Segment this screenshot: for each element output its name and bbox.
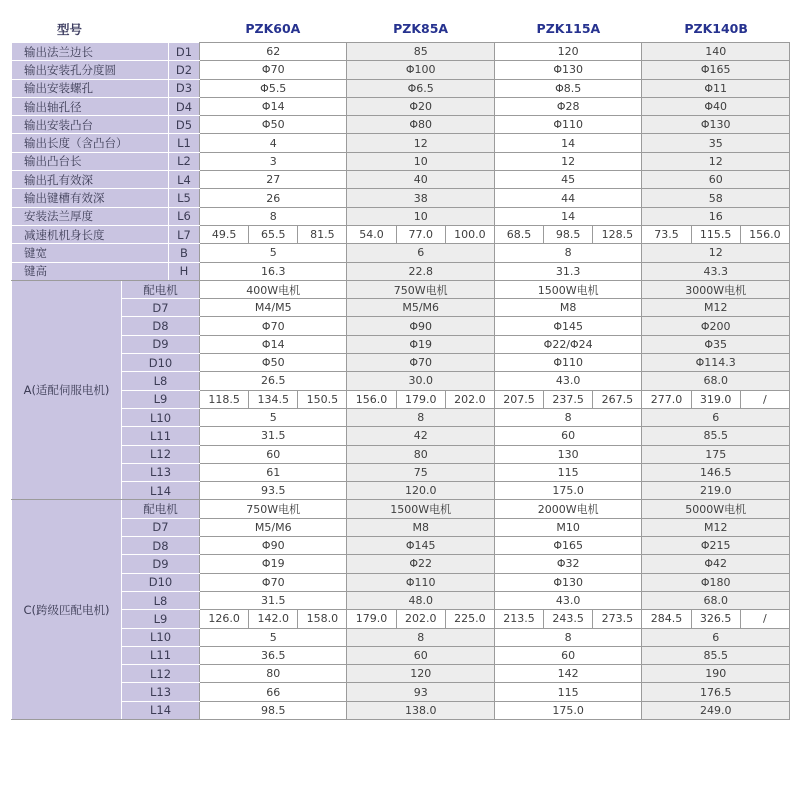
value-cell: Φ90 <box>347 317 494 335</box>
row-label: 输出法兰边长 <box>12 43 169 61</box>
value-cell: 45 <box>494 171 641 189</box>
value-cell: 750W电机 <box>347 280 494 298</box>
value-cell: 14 <box>494 134 641 152</box>
dim-code: B <box>169 244 200 262</box>
value-cell: 31.5 <box>200 427 347 445</box>
value-cell: 6 <box>642 628 790 646</box>
value-cell: M5/M6 <box>347 299 494 317</box>
table-row <box>12 372 790 390</box>
sub-value-cell: 273.5 <box>593 610 642 628</box>
value-cell: 27 <box>200 171 347 189</box>
value-cell: Φ70 <box>200 573 347 591</box>
value-cell: 35 <box>642 134 790 152</box>
dim-code: D2 <box>169 61 200 79</box>
value-cell: 12 <box>642 152 790 170</box>
value-cell: 130 <box>494 445 641 463</box>
dim-code: 配电机 <box>122 280 200 298</box>
value-cell: Φ165 <box>494 537 641 555</box>
value-cell: 750W电机 <box>200 500 347 518</box>
dim-code: D9 <box>122 555 200 573</box>
dim-code: D9 <box>122 335 200 353</box>
value-cell: Φ32 <box>494 555 641 573</box>
value-cell: 6 <box>642 408 790 426</box>
value-cell: 3 <box>200 152 347 170</box>
sub-value-cell: 118.5 <box>200 390 249 408</box>
value-cell: 8 <box>494 628 641 646</box>
sub-value-cell: 277.0 <box>642 390 691 408</box>
value-cell: 6 <box>347 244 494 262</box>
value-cell: 140 <box>642 43 790 61</box>
value-cell: 31.5 <box>200 591 347 609</box>
value-cell: Φ110 <box>347 573 494 591</box>
value-cell: 85 <box>347 43 494 61</box>
dim-code: L5 <box>169 189 200 207</box>
table-row <box>12 171 790 189</box>
row-label: 输出安装螺孔 <box>12 79 169 97</box>
value-cell: 30.0 <box>347 372 494 390</box>
value-cell: Φ14 <box>200 335 347 353</box>
sub-value-cell: 225.0 <box>445 610 494 628</box>
sub-value-cell: 142.0 <box>249 610 298 628</box>
sub-value-cell: / <box>740 390 789 408</box>
sub-value-cell: 134.5 <box>249 390 298 408</box>
sub-value-cell: 156.0 <box>347 390 396 408</box>
value-cell: 93 <box>347 683 494 701</box>
value-cell: Φ180 <box>642 573 790 591</box>
value-cell: 26 <box>200 189 347 207</box>
value-cell: 98.5 <box>200 701 347 719</box>
table-row <box>12 189 790 207</box>
sub-value-cell: 158.0 <box>298 610 347 628</box>
value-cell: Φ215 <box>642 537 790 555</box>
sub-value-cell: 202.0 <box>445 390 494 408</box>
value-cell: Φ40 <box>642 97 790 115</box>
dim-code: D5 <box>169 116 200 134</box>
value-cell: 176.5 <box>642 683 790 701</box>
row-label: 键高 <box>12 262 169 280</box>
value-cell: 219.0 <box>642 482 790 500</box>
value-cell: 4 <box>200 134 347 152</box>
value-cell: 44 <box>494 189 641 207</box>
value-cell: 8 <box>494 244 641 262</box>
sub-value-cell: 73.5 <box>642 225 691 243</box>
table-row <box>12 244 790 262</box>
model-header-pzk140b: PZK140B <box>684 21 748 36</box>
value-cell: Φ130 <box>494 61 641 79</box>
value-cell: 36.5 <box>200 646 347 664</box>
table-row <box>12 500 790 518</box>
table-header-row <box>11 15 790 42</box>
value-cell: M12 <box>642 518 790 536</box>
table-row <box>12 628 790 646</box>
value-cell: Φ130 <box>494 573 641 591</box>
dim-code: L6 <box>169 207 200 225</box>
value-cell: Φ200 <box>642 317 790 335</box>
table-title: 型号 <box>57 21 83 37</box>
value-cell: 12 <box>347 134 494 152</box>
value-cell: 14 <box>494 207 641 225</box>
dim-code: L13 <box>122 463 200 481</box>
value-cell: 43.0 <box>494 372 641 390</box>
value-cell: Φ19 <box>347 335 494 353</box>
value-cell: 80 <box>347 445 494 463</box>
model-header-pzk60a: PZK60A <box>245 21 301 36</box>
row-label: 安装法兰厚度 <box>12 207 169 225</box>
value-cell: 68.0 <box>642 591 790 609</box>
value-cell: Φ110 <box>494 354 641 372</box>
row-label: 输出长度（含凸台） <box>12 134 169 152</box>
value-cell: Φ70 <box>200 317 347 335</box>
table-row <box>12 445 790 463</box>
table-row <box>12 262 790 280</box>
value-cell: Φ80 <box>347 116 494 134</box>
dim-code: L12 <box>122 445 200 463</box>
value-cell: 175.0 <box>494 482 641 500</box>
value-cell: 31.3 <box>494 262 641 280</box>
dim-code: L11 <box>122 427 200 445</box>
value-cell: Φ42 <box>642 555 790 573</box>
dim-code: D10 <box>122 573 200 591</box>
dim-code: L10 <box>122 628 200 646</box>
value-cell: 80 <box>200 665 347 683</box>
value-cell: 142 <box>494 665 641 683</box>
value-cell: 10 <box>347 152 494 170</box>
sub-value-cell: 100.0 <box>445 225 494 243</box>
value-cell: 42 <box>347 427 494 445</box>
table-row <box>12 97 790 115</box>
sub-value-cell: 68.5 <box>494 225 543 243</box>
value-cell: 115 <box>494 463 641 481</box>
dim-code: 配电机 <box>122 500 200 518</box>
value-cell: 68.0 <box>642 372 790 390</box>
sub-value-cell: 243.5 <box>544 610 593 628</box>
sub-value-cell: 150.5 <box>298 390 347 408</box>
value-cell: Φ50 <box>200 354 347 372</box>
value-cell: Φ22 <box>347 555 494 573</box>
table-row <box>12 646 790 664</box>
table-row <box>12 463 790 481</box>
value-cell: 60 <box>200 445 347 463</box>
sub-value-cell: 179.0 <box>396 390 445 408</box>
value-cell: Φ20 <box>347 97 494 115</box>
sub-value-cell: 81.5 <box>298 225 347 243</box>
value-cell: Φ14 <box>200 97 347 115</box>
value-cell: 138.0 <box>347 701 494 719</box>
value-cell: Φ145 <box>494 317 641 335</box>
value-cell: 2000W电机 <box>494 500 641 518</box>
dim-code: L1 <box>169 134 200 152</box>
value-cell: 175 <box>642 445 790 463</box>
sub-value-cell: 98.5 <box>544 225 593 243</box>
table-row <box>12 152 790 170</box>
value-cell: Φ114.3 <box>642 354 790 372</box>
sub-value-cell: 267.5 <box>593 390 642 408</box>
dim-code: L8 <box>122 591 200 609</box>
sub-value-cell: 179.0 <box>347 610 396 628</box>
row-label: 键宽 <box>12 244 169 262</box>
value-cell: Φ130 <box>642 116 790 134</box>
value-cell: 16 <box>642 207 790 225</box>
value-cell: 12 <box>642 244 790 262</box>
value-cell: 5 <box>200 628 347 646</box>
value-cell: M5/M6 <box>200 518 347 536</box>
table-row <box>12 518 790 536</box>
table-row <box>12 427 790 445</box>
value-cell: Φ6.5 <box>347 79 494 97</box>
value-cell: 12 <box>494 152 641 170</box>
dim-code: D10 <box>122 354 200 372</box>
table-row <box>12 280 790 298</box>
dim-code: L11 <box>122 646 200 664</box>
dim-code: D7 <box>122 299 200 317</box>
row-label: 输出孔有效深 <box>12 171 169 189</box>
value-cell: 1500W电机 <box>494 280 641 298</box>
value-cell: Φ8.5 <box>494 79 641 97</box>
value-cell: Φ70 <box>347 354 494 372</box>
row-label: 输出安装凸台 <box>12 116 169 134</box>
table-row <box>12 134 790 152</box>
table-row <box>12 79 790 97</box>
sub-value-cell: 77.0 <box>396 225 445 243</box>
value-cell: Φ100 <box>347 61 494 79</box>
value-cell: M8 <box>347 518 494 536</box>
value-cell: 60 <box>347 646 494 664</box>
value-cell: 175.0 <box>494 701 641 719</box>
sub-value-cell: 115.5 <box>691 225 740 243</box>
value-cell: 43.0 <box>494 591 641 609</box>
table-row <box>12 573 790 591</box>
value-cell: 5 <box>200 244 347 262</box>
value-cell: 249.0 <box>642 701 790 719</box>
table-row <box>12 482 790 500</box>
value-cell: 5000W电机 <box>642 500 790 518</box>
row-label: 输出凸台长 <box>12 152 169 170</box>
value-cell: 146.5 <box>642 463 790 481</box>
value-cell: 40 <box>347 171 494 189</box>
value-cell: 400W电机 <box>200 280 347 298</box>
value-cell: Φ5.5 <box>200 79 347 97</box>
sub-value-cell: 326.5 <box>691 610 740 628</box>
value-cell: Φ70 <box>200 61 347 79</box>
value-cell: 62 <box>200 43 347 61</box>
table-row <box>12 610 790 628</box>
value-cell: 66 <box>200 683 347 701</box>
value-cell: M8 <box>494 299 641 317</box>
value-cell: 16.3 <box>200 262 347 280</box>
value-cell: Φ145 <box>347 537 494 555</box>
value-cell: 5 <box>200 408 347 426</box>
table-row <box>12 354 790 372</box>
table-row <box>12 116 790 134</box>
value-cell: 8 <box>200 207 347 225</box>
table-row <box>12 207 790 225</box>
table-row <box>12 335 790 353</box>
table-row <box>12 555 790 573</box>
value-cell: 85.5 <box>642 646 790 664</box>
sub-value-cell: 237.5 <box>544 390 593 408</box>
sub-value-cell: / <box>740 610 789 628</box>
dim-code: L4 <box>169 171 200 189</box>
value-cell: 60 <box>494 646 641 664</box>
dim-code: D8 <box>122 537 200 555</box>
value-cell: 61 <box>200 463 347 481</box>
value-cell: 85.5 <box>642 427 790 445</box>
value-cell: M12 <box>642 299 790 317</box>
dim-code: L12 <box>122 665 200 683</box>
sub-value-cell: 65.5 <box>249 225 298 243</box>
value-cell: 58 <box>642 189 790 207</box>
value-cell: 120 <box>494 43 641 61</box>
row-label: 输出轴孔径 <box>12 97 169 115</box>
row-label: 输出键槽有效深 <box>12 189 169 207</box>
value-cell: 60 <box>494 427 641 445</box>
sub-value-cell: 49.5 <box>200 225 249 243</box>
table-row <box>12 61 790 79</box>
value-cell: 43.3 <box>642 262 790 280</box>
dim-code: D3 <box>169 79 200 97</box>
sub-value-cell: 202.0 <box>396 610 445 628</box>
sub-value-cell: 207.5 <box>494 390 543 408</box>
value-cell: 115 <box>494 683 641 701</box>
table-row <box>12 537 790 555</box>
dim-code: D1 <box>169 43 200 61</box>
value-cell: 190 <box>642 665 790 683</box>
value-cell: 75 <box>347 463 494 481</box>
table-row <box>12 43 790 61</box>
table-row <box>12 299 790 317</box>
table-row <box>12 225 790 243</box>
table-row <box>12 665 790 683</box>
value-cell: Φ165 <box>642 61 790 79</box>
table-row <box>12 408 790 426</box>
row-label: 减速机机身长度 <box>12 225 169 243</box>
value-cell: M10 <box>494 518 641 536</box>
value-cell: Φ110 <box>494 116 641 134</box>
dim-code: L10 <box>122 408 200 426</box>
value-cell: 38 <box>347 189 494 207</box>
value-cell: 60 <box>642 171 790 189</box>
table-wrap <box>11 15 790 720</box>
spec-table <box>11 42 790 720</box>
table-row <box>12 390 790 408</box>
value-cell: Φ28 <box>494 97 641 115</box>
value-cell: Φ22/Φ24 <box>494 335 641 353</box>
table-row <box>12 317 790 335</box>
dim-code: L2 <box>169 152 200 170</box>
value-cell: 3000W电机 <box>642 280 790 298</box>
dim-code: D8 <box>122 317 200 335</box>
value-cell: 8 <box>347 628 494 646</box>
model-header-pzk85a: PZK85A <box>393 21 449 36</box>
dim-code: D7 <box>122 518 200 536</box>
dim-code: L13 <box>122 683 200 701</box>
value-cell: 93.5 <box>200 482 347 500</box>
spec-table-body <box>12 43 790 720</box>
dim-code: L14 <box>122 482 200 500</box>
value-cell: Φ90 <box>200 537 347 555</box>
value-cell: 1500W电机 <box>347 500 494 518</box>
value-cell: Φ35 <box>642 335 790 353</box>
value-cell: 120 <box>347 665 494 683</box>
sub-value-cell: 54.0 <box>347 225 396 243</box>
row-label: 输出安装孔分度圆 <box>12 61 169 79</box>
dim-code: H <box>169 262 200 280</box>
table-row <box>12 683 790 701</box>
model-header-pzk115a: PZK115A <box>536 21 601 36</box>
section-label: A(适配伺服电机) <box>12 280 122 500</box>
table-row <box>12 591 790 609</box>
value-cell: 8 <box>347 408 494 426</box>
dim-code: L9 <box>122 610 200 628</box>
value-cell: 22.8 <box>347 262 494 280</box>
dim-code: L9 <box>122 390 200 408</box>
sub-value-cell: 213.5 <box>494 610 543 628</box>
sub-value-cell: 126.0 <box>200 610 249 628</box>
value-cell: M4/M5 <box>200 299 347 317</box>
value-cell: 26.5 <box>200 372 347 390</box>
dim-code: L7 <box>169 225 200 243</box>
dim-code: D4 <box>169 97 200 115</box>
sub-value-cell: 319.0 <box>691 390 740 408</box>
value-cell: 120.0 <box>347 482 494 500</box>
sub-value-cell: 128.5 <box>593 225 642 243</box>
table-row <box>12 701 790 719</box>
sub-value-cell: 156.0 <box>740 225 789 243</box>
value-cell: 48.0 <box>347 591 494 609</box>
dim-code: L14 <box>122 701 200 719</box>
sub-value-cell: 284.5 <box>642 610 691 628</box>
value-cell: Φ19 <box>200 555 347 573</box>
value-cell: Φ11 <box>642 79 790 97</box>
section-label: C(跨级匹配电机) <box>12 500 122 720</box>
dim-code: L8 <box>122 372 200 390</box>
value-cell: Φ50 <box>200 116 347 134</box>
value-cell: 8 <box>494 408 641 426</box>
value-cell: 10 <box>347 207 494 225</box>
